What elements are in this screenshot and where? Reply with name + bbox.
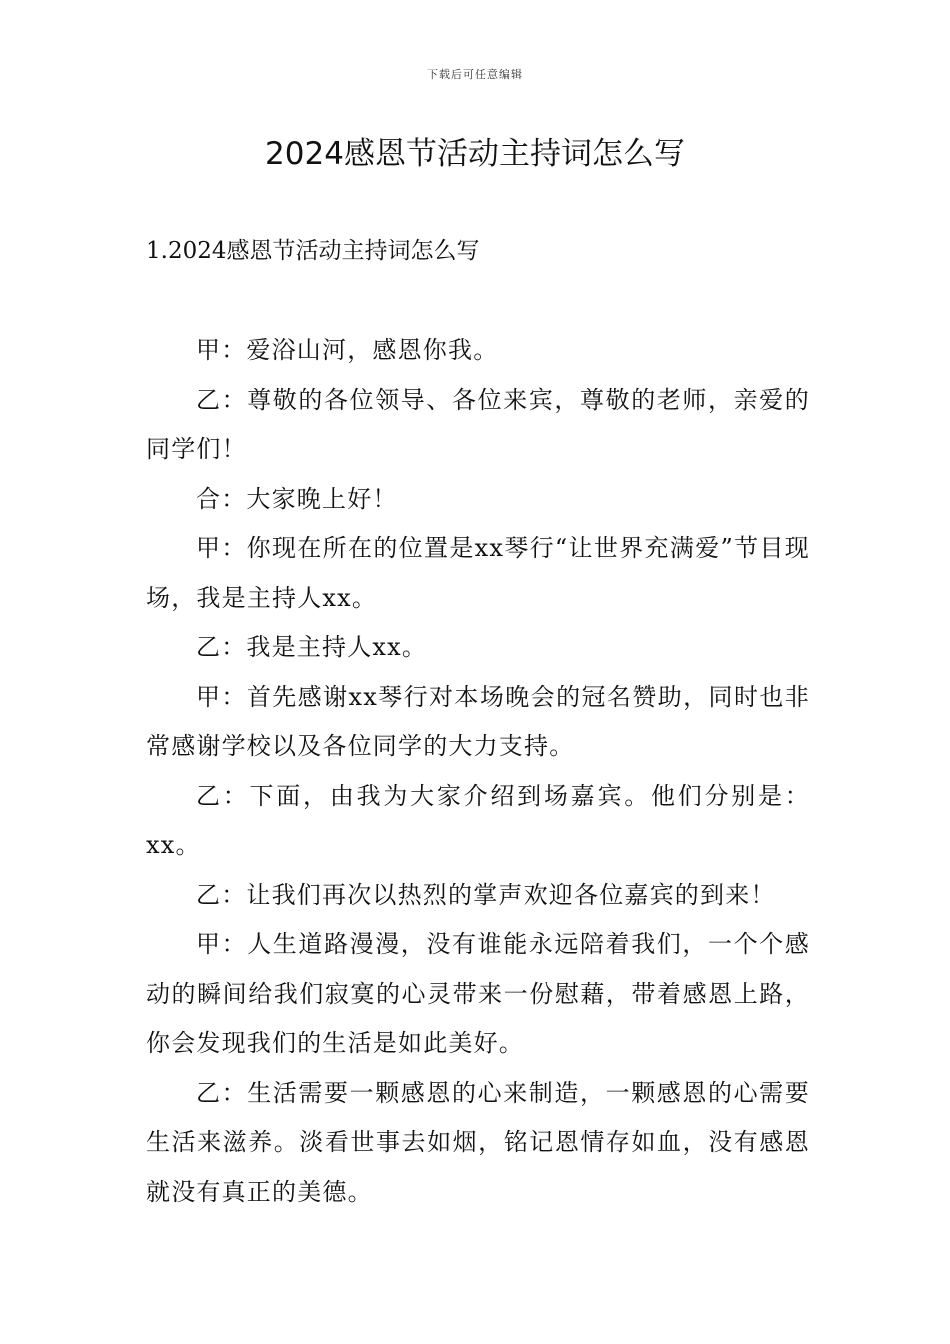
- paragraph: 甲：爱浴山河，感恩你我。: [196, 336, 499, 364]
- paragraph: 乙：下面，由我为大家介绍到场嘉宾。他们分别是：xx。: [146, 781, 810, 859]
- paragraph: 甲：人生道路漫漫，没有谁能永远陪着我们，一个个感动的瞬间给我们寂寞的心灵带来一份慰藉，带着感恩上路，你会发现我们的生活是如此美好。: [146, 930, 810, 1057]
- paragraph: 乙：尊敬的各位领导、各位来宾，尊敬的老师，亲爱的同学们！: [146, 385, 810, 463]
- body-text: [146, 326, 810, 1217]
- header-note: 下载后可任意编辑: [427, 68, 523, 81]
- paragraph: 甲：首先感谢xx琴行对本场晚会的冠名赞助，同时也非常感谢学校以及各位同学的大力支持。: [146, 682, 810, 760]
- paragraph: 甲：你现在所在的位置是xx琴行“让世界充满爱”节目现场，我是主持人xx。: [146, 534, 810, 612]
- paragraph: 乙：生活需要一颗感恩的心来制造，一颗感恩的心需要生活来滋养。淡看世事去如烟，铭记恩情存如血，没有感恩就没有真正的美德。: [146, 1078, 810, 1206]
- paragraph: 乙：我是主持人xx。: [196, 633, 428, 661]
- section-heading: 1.2024感恩节活动主持词怎么写: [146, 238, 480, 264]
- paragraph: 合：大家晚上好！: [196, 484, 398, 513]
- document-title: 2024感恩节活动主持词怎么写: [265, 136, 685, 172]
- paragraph: 乙：让我们再次以热烈的掌声欢迎各位嘉宾的到来！: [196, 880, 776, 909]
